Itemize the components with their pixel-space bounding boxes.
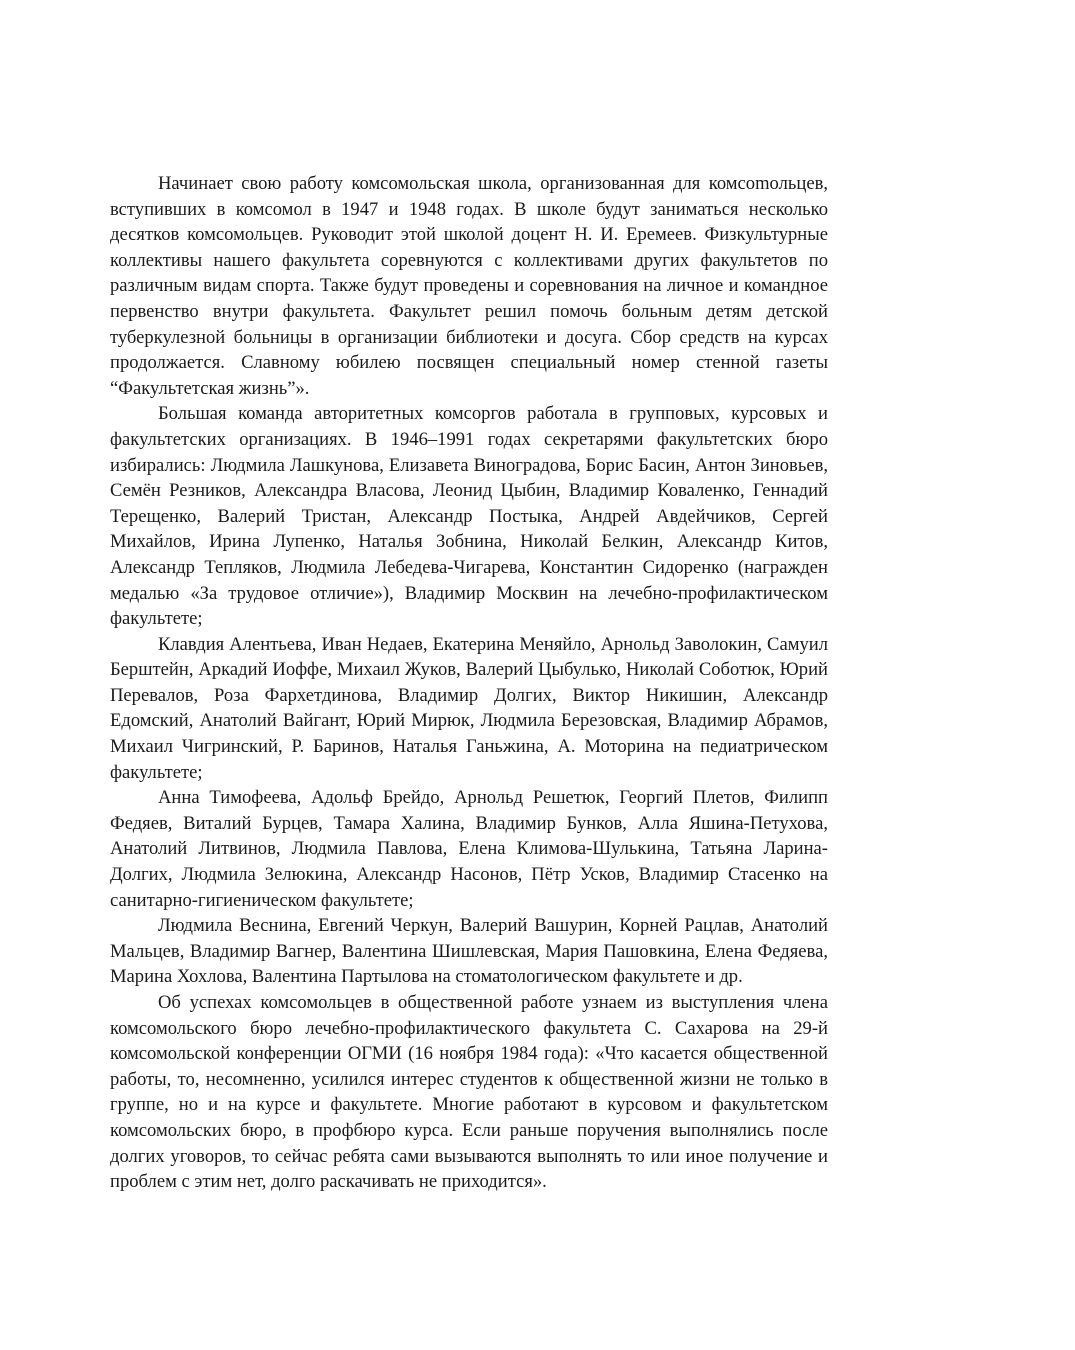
- body-text: [110, 171, 828, 1195]
- paragraph-dental-faculty: Людмила Веснина, Евгений Черкун, Валерий Вашурин, Корней Рацлав, Анатолий Мальцев, Владимир Вагнер, Валентина Шишлевская, Мария Пашовкина, Елена Федяева, Марина Хохлова, Валентина Партылова на стоматологическом факультете и др.: [110, 915, 828, 988]
- paragraph-bureau-secretaries: Большая команда авторитетных комсоргов работала в групповых, курсовых и факультетских организациях. В 1946–1991 годах секретарями факультетских бюро избирались: Людмила Лашкунова, Елизавета Виноградова, Борис Басин, Антон Зиновьев, Семён Резников, Александра Власова, Леонид Цыбин, Владимир Коваленко, Геннадий Терещенко, Валерий Тристан, Александр Постыка, Андрей Авдейчиков, Сергей Михайлов, Ирина Лупенко, Наталья Зобнина, Николай Белкин, Александр Китов, Александр Тепляков, Людмила Лебедева-Чигарева, Константин Сидоренко (награжден медалью «За трудовое отличие»), Владимир Москвин на лечебно-профилактическом факультете;: [110, 403, 828, 630]
- paragraph-conference-quote: Об успехах комсомольцев в общественной работе узнаем из выступления члена комсомольского бюро лечебно-профилактического факультета С. Сахарова на 29-й комсомольской конференции ОГМИ (16 ноября 1984 года): «Что касается общественной работы, то, несомненно, усилился интерес студентов к общественной жизни не только в группе, но и на курсе и факультете. Многие работают в курсовом и факультетском комсомольских бюро, в профбюро курса. Если раньше поручения выполнялись после долгих уговоров, то сейчас ребята сами вызываются выполнять то или иное получение и проблем с этим нет, долго раскачивать не приходится».: [110, 992, 828, 1193]
- paragraph-komsomol-school: Начинает свою работу комсомольская школа, организованная для комсоmольцев, вступивших в комсомол в 1947 и 1948 годах. В школе будут заниматься несколько десятков комсомольцев. Руководит этой школой доцент Н. И. Еремеев. Физкультурные коллективы нашего факультета соревнуются с коллективами других факультетов по различным видам спорта. Также будут проведены и соревнования на личное и командное первенство внутри факультета. Факультет решил помочь больным детям детской туберкулезной больницы в организации библиотеки и досуга. Сбор средств на курсах продолжается. Славному юбилею посвящен специальный номер стенной газеты “Факультетская жизнь”».: [110, 173, 828, 399]
- paragraph-pediatric-faculty: Клавдия Алентьева, Иван Недаев, Екатерина Меняйло, Арнольд Заволокин, Самуил Берштейн, Аркадий Иоффе, Михаил Жуков, Валерий Цыбулько, Николай Соботюк, Юрий Перевалов, Роза Фархетдинова, Владимир Долгих, Виктор Никишин, Александр Едомский, Анатолий Вайгант, Юрий Мирюк, Людмила Березовская, Владимир Абрамов, Михаил Чигринский, Р. Баринов, Наталья Ганьжина, А. Моторина на педиатрическом факультете;: [110, 633, 828, 783]
- paragraph-sanitary-faculty: Анна Тимофеева, Адольф Брейдо, Арнольд Решетюк, Георгий Плетов, Филипп Федяев, Виталий Бурцев, Тамара Халина, Владимир Бунков, Алла Яшина-Петухова, Анатолий Литвинов, Людмила Павлова, Елена Климова-Шулькина, Татьяна Ларина-Долгих, Людмила Зелюкина, Александр Насонов, Пётр Усков, Владимир Стасенко на санитарно-гигиеническом факультете;: [110, 787, 828, 911]
